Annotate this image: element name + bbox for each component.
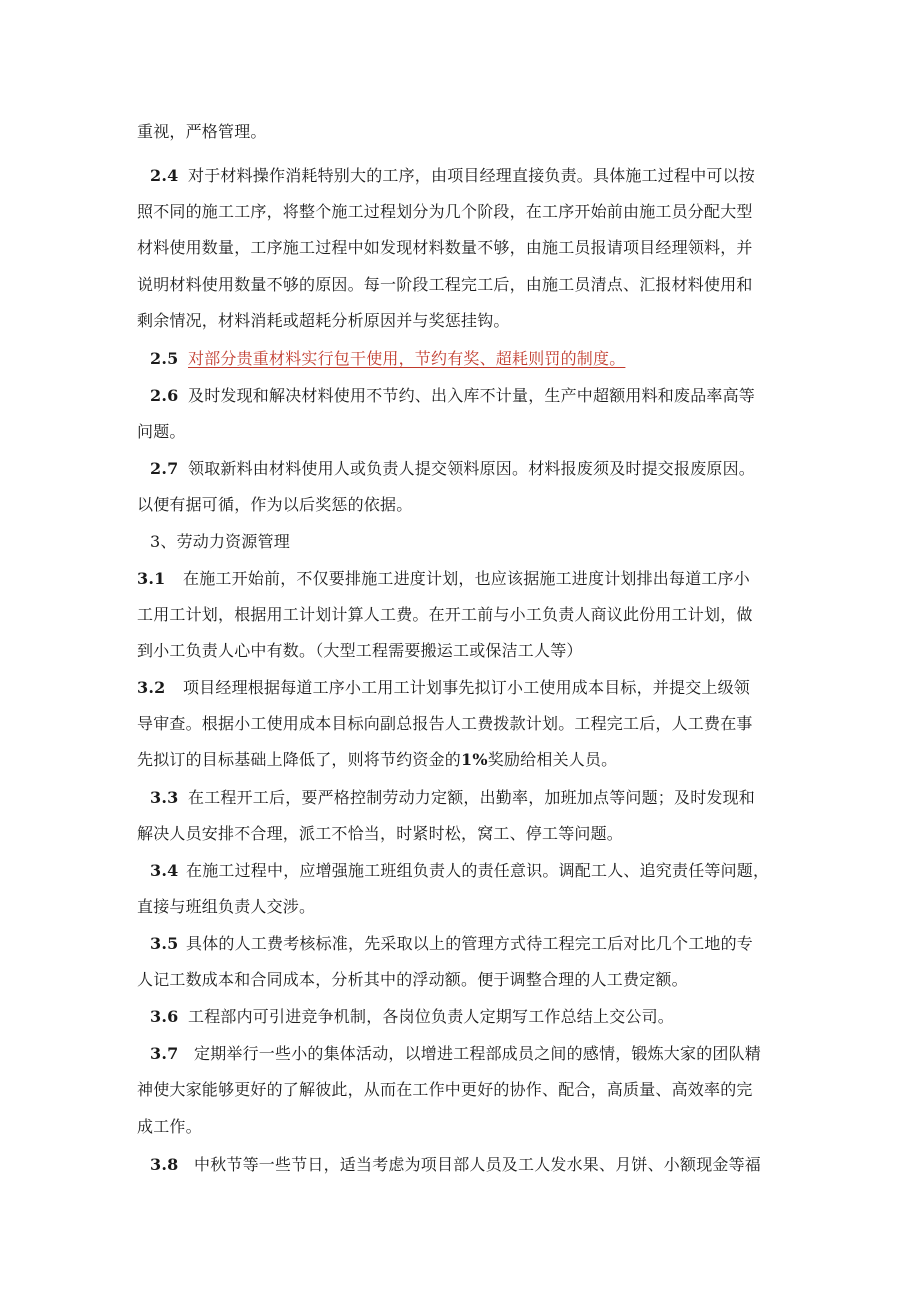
- paragraph-3-4-line-2: [137, 897, 315, 917]
- text-line: 剩余情况，材料消耗或超耗分析原因并与奖惩挂钩。: [137, 311, 510, 330]
- paragraph-3-1-line-2: [137, 605, 753, 625]
- section-number: 2.6: [150, 386, 179, 405]
- text-line: 工用工计划，根据用工计划计算人工费。在开工前与小工负责人商议此份用工计划，做: [137, 605, 753, 624]
- section-title: 3、劳动力资源管理: [150, 532, 290, 551]
- paragraph-3-5-line-1: [150, 934, 753, 954]
- highlighted-text: 对部分贵重材料实行包干使用，节约有奖、超耗则罚的制度。: [188, 349, 626, 368]
- paragraph-3-2-line-2: [137, 714, 753, 734]
- text-line: 导审查。根据小工使用成本目标向副总报告人工费拨款计划。工程完工后，人工费在事: [137, 714, 753, 733]
- paragraph-3-3-line-1: [150, 788, 755, 808]
- paragraph-2-4-line-5: [137, 311, 510, 331]
- paragraph-2-6-line-1: [150, 386, 755, 406]
- text-line: 及时发现和解决材料使用不节约、出入库不计量，生产中超额用料和废品率高等: [188, 386, 756, 405]
- paragraph-3-5-line-2: [137, 970, 688, 990]
- paragraph-2-4-line-2: [137, 202, 753, 222]
- text-line: 成工作。: [137, 1117, 202, 1136]
- paragraph-2-4-line-4: [137, 275, 753, 295]
- text-line: 材料使用数量，工序施工过程中如发现材料数量不够，由施工员报请项目经理领料，并: [137, 238, 753, 257]
- section-number: 3.6: [150, 1007, 179, 1026]
- text-line: 对于材料操作消耗特别大的工序，由项目经理直接负责。具体施工过程中可以按: [188, 166, 756, 185]
- paragraph-continuation: [137, 122, 267, 142]
- paragraph-2-5-line-1: [150, 349, 625, 369]
- text-line: 到小工负责人心中有数。（大型工程需要搬运工或保洁工人等）: [137, 641, 583, 660]
- section-number: 3.4: [150, 861, 179, 880]
- text-line: 解决人员安排不合理，派工不恰当，时紧时松，窝工、停工等问题。: [137, 824, 624, 843]
- text-line: 先拟订的目标基础上降低了，则将节约资金的: [137, 750, 462, 769]
- paragraph-3-2-line-1: [137, 678, 750, 698]
- text-line: 问题。: [137, 422, 186, 441]
- section-number: 3.5: [150, 934, 179, 953]
- paragraph-2-7-line-2: [137, 495, 412, 515]
- section-number: 2.7: [150, 459, 179, 478]
- text-line: 直接与班组负责人交涉。: [137, 897, 316, 916]
- section-number: 3.2: [137, 678, 166, 697]
- section-number: 3.3: [150, 788, 179, 807]
- text-line: 以便有据可循，作为以后奖惩的依据。: [137, 495, 413, 514]
- section-number: 3.8: [150, 1155, 179, 1174]
- paragraph-2-7-line-1: [150, 459, 755, 479]
- paragraph-3-4-line-1: [150, 861, 769, 881]
- section-number: 3.1: [137, 569, 166, 588]
- text-line: 照不同的施工工序，将整个施工过程划分为几个阶段，在工序开始前由施工员分配大型: [137, 202, 753, 221]
- section-number: 3.7: [150, 1044, 179, 1063]
- paragraph-3-8-line-1: [150, 1155, 761, 1175]
- paragraph-3-6-line-1: [150, 1007, 674, 1027]
- paragraph-3-3-line-2: [137, 824, 623, 844]
- text-line: 项目经理根据每道工序小工用工计划事先拟订小工使用成本目标，并提交上级领: [183, 678, 751, 697]
- paragraph-2-6-line-2: [137, 422, 186, 442]
- paragraph-2-4-line-3: [137, 238, 753, 258]
- text-line: 工程部内可引进竞争机制，各岗位负责人定期写工作总结上交公司。: [188, 1007, 675, 1026]
- text-line: 在施工开始前，不仅要排施工进度计划，也应该据施工进度计划排出每道工序小: [183, 569, 751, 588]
- text-line: 人记工数成本和合同成本，分析其中的浮动额。便于调整合理的人工费定额。: [137, 970, 688, 989]
- section-number: 2.5: [150, 349, 179, 368]
- paragraph-3-1-line-3: [137, 641, 583, 661]
- paragraph-3-7-line-3: [137, 1117, 202, 1137]
- text-line: 领取新料由材料使用人或负责人提交领料原因。材料报废须及时提交报废原因。: [188, 459, 756, 478]
- text-line: 神使大家能够更好的了解彼此，从而在工作中更好的协作、配合，高质量、高效率的完: [137, 1080, 753, 1099]
- text-line: 定期举行一些小的集体活动，以增进工程部成员之间的感情，锻炼大家的团队精: [194, 1044, 762, 1063]
- paragraph-3-2-line-3: [137, 750, 617, 770]
- paragraph-3-1-line-1: [137, 569, 750, 589]
- text-line: 在工程开工后，要严格控制劳动力定额，出勤率，加班加点等问题；及时发现和: [188, 788, 756, 807]
- section-number: 2.4: [150, 166, 179, 185]
- paragraph-3-7-line-1: [150, 1044, 761, 1064]
- paragraph-3-7-line-2: [137, 1080, 753, 1100]
- text-line: 在施工过程中，应增强施工班组负责人的责任意识。调配工人、追究责任等问题，: [186, 861, 770, 880]
- text-line: 具体的人工费考核标准，先采取以上的管理方式待工程完工后对比几个工地的专: [186, 934, 754, 953]
- text-line: 重视，严格管理。: [137, 122, 267, 141]
- text-line: 说明材料使用数量不够的原因。每一阶段工程完工后，由施工员清点、汇报材料使用和: [137, 275, 753, 294]
- text-line: 奖励给相关人员。: [487, 750, 618, 769]
- percent-value: 1%: [461, 750, 488, 769]
- text-line: 中秋节等一些节日，适当考虑为项目部人员及工人发水果、月饼、小额现金等福: [194, 1155, 762, 1174]
- section-heading: [150, 532, 290, 552]
- paragraph-2-4-line-1: [150, 166, 755, 186]
